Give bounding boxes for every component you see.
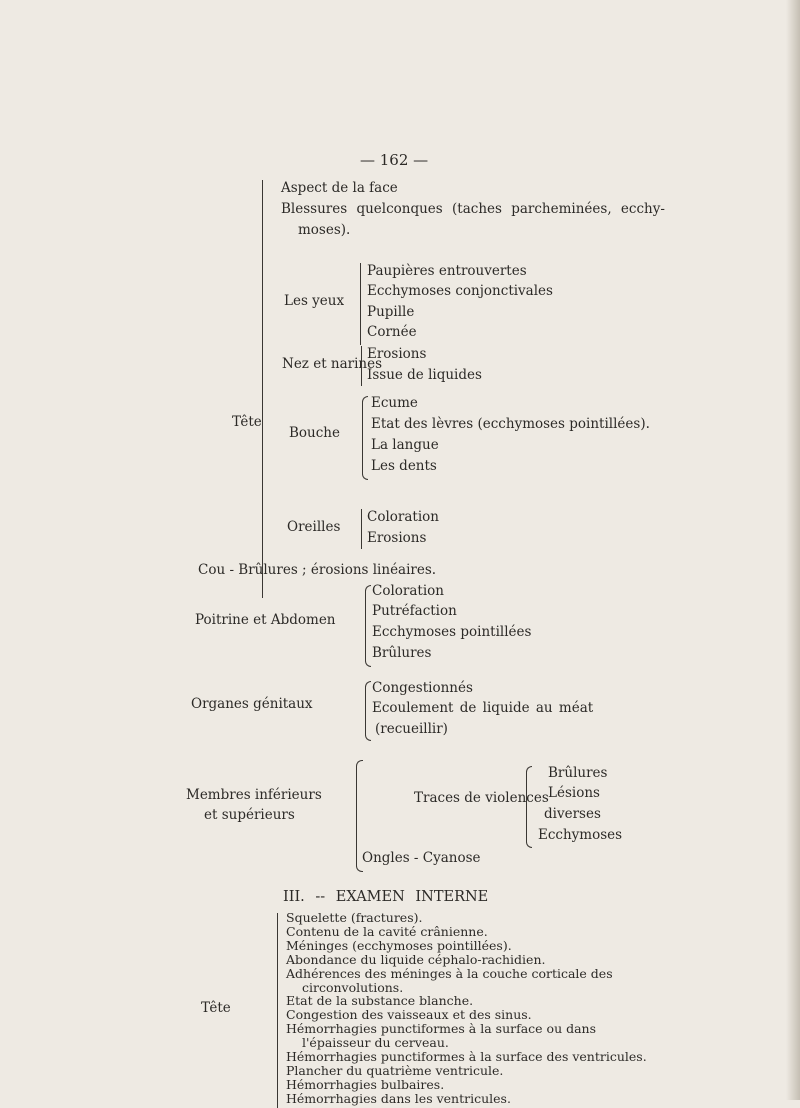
tete-label: Tête: [232, 414, 262, 430]
membres-sub-item: Ecchymoses: [538, 827, 623, 843]
interne-line: Adhérences des méninges à la couche corticale des: [286, 965, 613, 981]
interne-line: Hémorrhagies bulbaires.: [286, 1076, 445, 1092]
oreilles-brace: [361, 509, 362, 549]
membres-label-1: Membres inférieurs: [186, 787, 322, 803]
interne-line: circonvolutions.: [302, 979, 404, 995]
membres-sub-item: Lésions: [548, 785, 600, 801]
interne-line: Etat de la substance blanche.: [286, 993, 474, 1009]
poitrine-item: Ecchymoses pointillées: [372, 624, 532, 640]
nez-label: Nez et narines: [282, 356, 383, 372]
yeux-brace: [360, 263, 361, 345]
nez-item: Issue de liquides: [367, 367, 482, 383]
tete-brace-2: [277, 913, 278, 1108]
interne-line: Plancher du quatrième ventricule.: [286, 1062, 504, 1078]
organes-brace: [365, 681, 371, 741]
poitrine-item: Coloration: [372, 583, 444, 599]
bouche-item: Etat des lèvres (ecchymoses pointillées).: [371, 416, 650, 432]
poitrine-label: Poitrine et Abdomen: [195, 612, 336, 628]
bouche-item: La langue: [371, 437, 439, 453]
bouche-item: Les dents: [371, 458, 437, 474]
ongles-line: Ongles - Cyanose: [362, 850, 481, 866]
bouche-item: Ecume: [371, 395, 418, 411]
interne-line: Congestion des vaisseaux et des sinus.: [286, 1007, 532, 1023]
interne-line: Contenu de la cavité crânienne.: [286, 923, 488, 939]
tete-brace: [262, 180, 263, 598]
page-number: — 162 —: [360, 151, 429, 169]
poitrine-item: Putréfaction: [372, 603, 457, 619]
organes-item: Ecoulement de liquide au méat: [372, 700, 594, 716]
oreilles-item: Coloration: [367, 509, 439, 525]
interne-line: Hémorrhagies punctiformes à la surface des ventricules.: [286, 1049, 647, 1064]
blessures-line-2: moses).: [298, 222, 351, 238]
yeux-item: Pupille: [367, 304, 415, 320]
bouche-label: Bouche: [289, 425, 340, 441]
cou-line: Cou - Brûlures ; érosions linéaires.: [198, 562, 437, 578]
yeux-item: Paupières entrouvertes: [367, 263, 527, 279]
poitrine-item: Brûlures: [372, 645, 432, 661]
interne-line: Hémorrhagies dans les ventricules.: [286, 1090, 511, 1106]
aspect-line: Aspect de la face: [281, 180, 398, 196]
yeux-item: Ecchymoses conjonctivales: [367, 283, 553, 299]
membres-sub-brace: [526, 766, 532, 848]
page-edge-shadow: [786, 0, 800, 1100]
yeux-item: Cornée: [367, 324, 417, 340]
section-title: III. -- EXAMEN INTERNE: [283, 889, 489, 905]
yeux-label: Les yeux: [284, 293, 345, 309]
interne-line: Squelette (fractures).: [286, 910, 423, 925]
blessures-line-1: Blessures quelconques (taches parcheminées, ecchy-: [281, 201, 665, 217]
oreilles-label: Oreilles: [287, 519, 341, 535]
nez-item: Erosions: [367, 346, 427, 362]
organes-item: (recueillir): [375, 721, 448, 737]
interne-line: Méninges (ecchymoses pointillées).: [286, 937, 512, 953]
interne-line: Abondance du liquide céphalo-rachidien.: [286, 951, 546, 967]
nez-brace: [361, 346, 362, 386]
oreilles-item: Erosions: [367, 530, 427, 546]
bouche-brace: [362, 396, 368, 480]
interne-line: Hémorrhagies punctiformes à la surface ou dans: [286, 1021, 597, 1037]
membres-sub-item: diverses: [544, 806, 601, 822]
membres-label-2: et supérieurs: [204, 807, 295, 823]
interne-line: l'épaisseur du cerveau.: [302, 1035, 449, 1051]
poitrine-brace: [365, 585, 371, 667]
tete-label-2: Tête: [201, 1000, 231, 1017]
membres-sub-item: Brûlures: [548, 765, 608, 781]
organes-label: Organes génitaux: [191, 696, 313, 712]
organes-item: Congestionnés: [372, 680, 473, 696]
traces-label: Traces de violences: [414, 790, 549, 806]
